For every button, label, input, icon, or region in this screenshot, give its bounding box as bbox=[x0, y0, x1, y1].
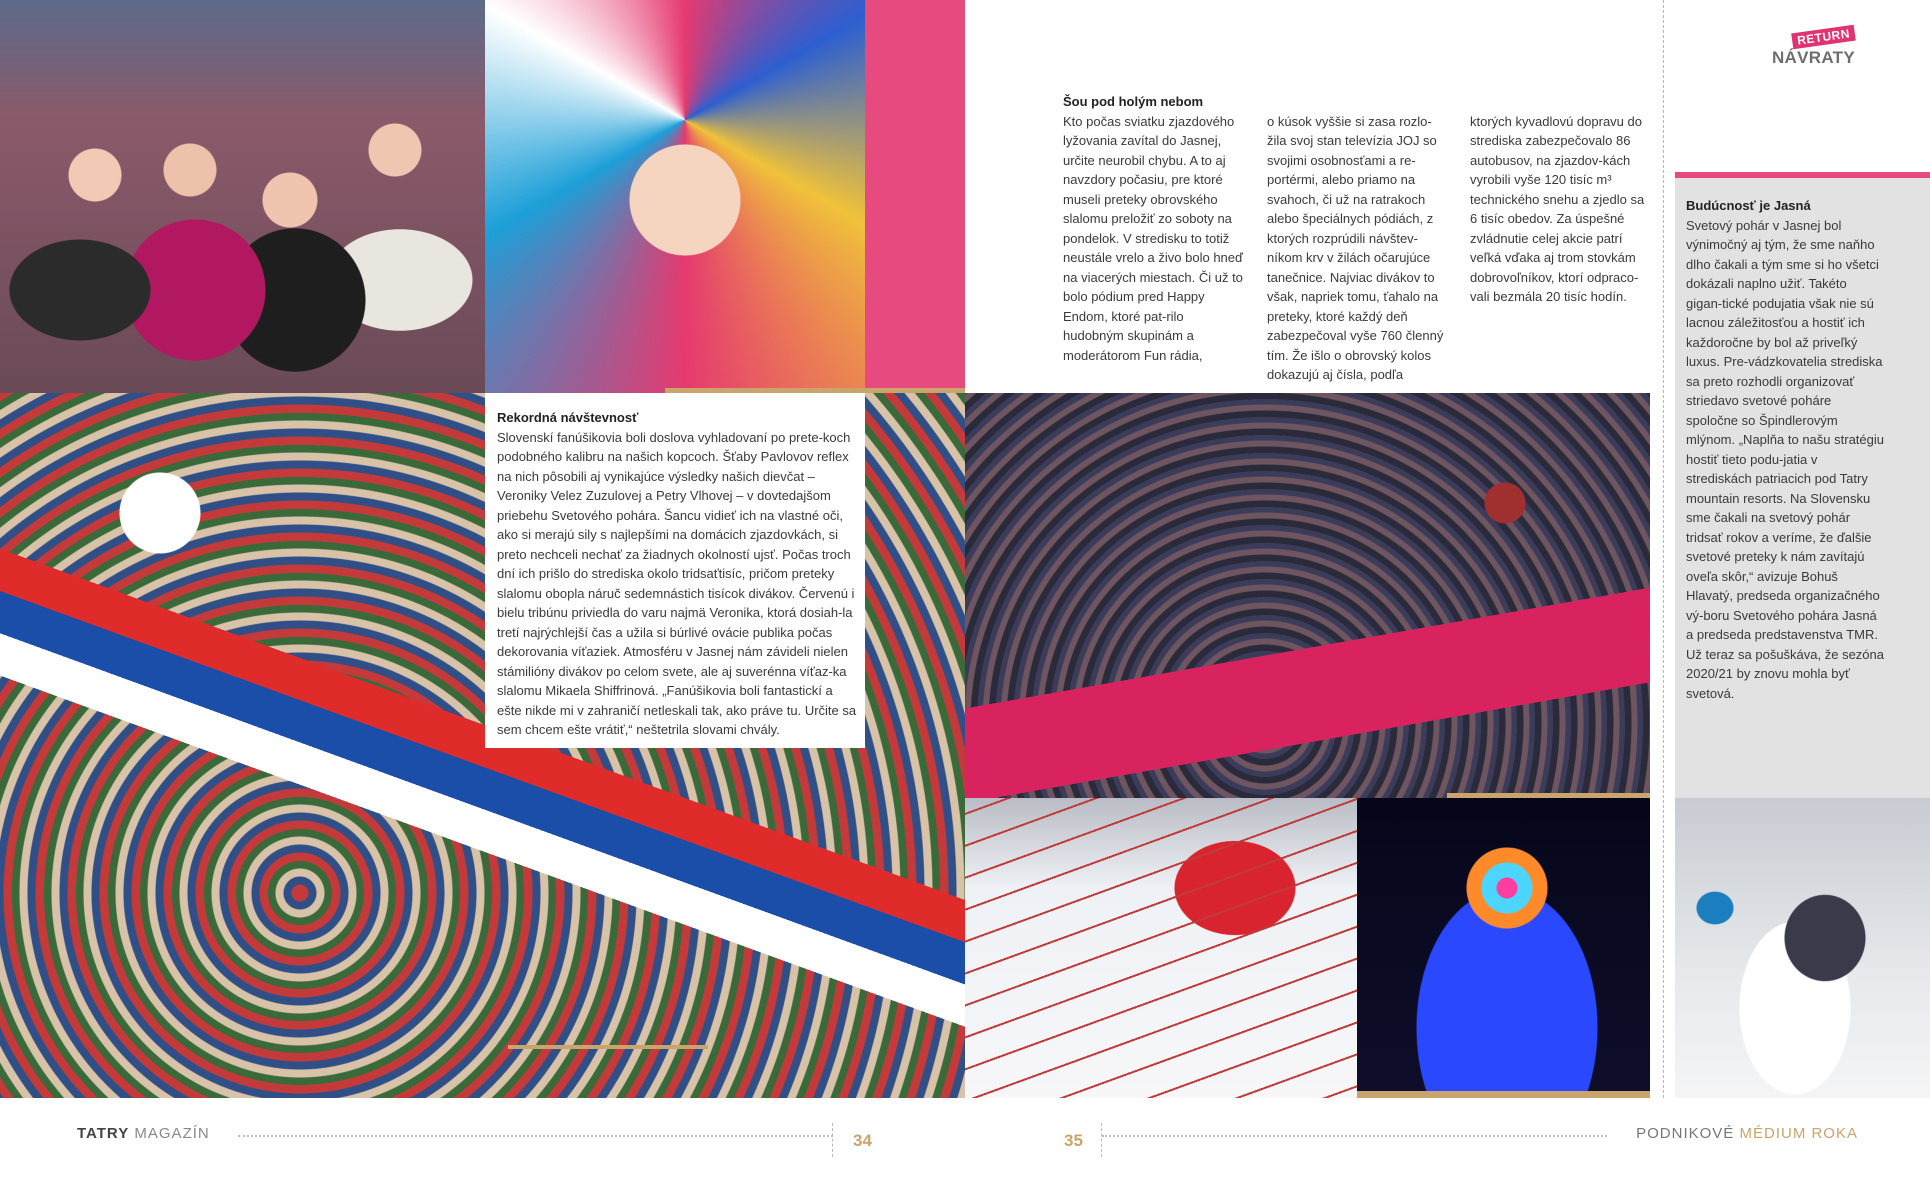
slalom-course-photo bbox=[965, 798, 1357, 1098]
section-label bbox=[1772, 28, 1855, 68]
footer-award-regular: PODNIKOVÉ bbox=[1636, 1125, 1735, 1142]
article-sou-column-1 bbox=[1063, 92, 1243, 365]
footer-dotted-rule bbox=[1102, 1135, 1607, 1137]
world-neon-photo bbox=[1357, 798, 1650, 1098]
fans-photo bbox=[0, 0, 485, 393]
footer-dotted-rule bbox=[238, 1135, 833, 1137]
footer-award-gold: MÉDIUM ROKA bbox=[1739, 1125, 1858, 1142]
article-sou-heading: Šou pod holým nebom bbox=[1063, 94, 1204, 109]
skier-photo bbox=[1675, 798, 1930, 1098]
article-sou-column-2 bbox=[1267, 92, 1447, 385]
sidebar-article bbox=[1686, 196, 1886, 703]
concert-photo bbox=[965, 393, 1650, 798]
page-number-left: 34 bbox=[853, 1131, 872, 1150]
article-rekord-body: Slovenskí fanúšikovia boli doslova vyhladovaní po prete-koch podobného kalibru na našich kopcoch. Šťaby Pavlovov reflex na nich pôsobili aj vynikajúce výsledky našich dievčat – Veroniky Velez Zuzulovej a Petry Vlhovej – v dovtedajšom priebehu Svetového pohára. Šancu vidieť ich na vlastné oči, ako si merajú sily s najlepšími na domácich zjazdovkách, si preto nechceli nechať za žiadnych okolností ujsť. Počas troch dní ich prišlo do strediska okolo tridsaťtisíc, pričom preteky slalomu obopla náruč sedemnástich tisícok divákov. Červenú i bielu tribúnu priviedla do varu najmä Veronika, ktorá dosiah-la tretí najrýchlejší čas a užila si búrlivé ovácie publika počas dekorovania víťaziek. Atmosféru v Jasnej nám závideli nielen stámilióny divákov po celom svete, ale aj suverénna víťaz-ka slalomu Mikaela Shiffrinová. „Fanúšikovia boli fantastickí a ešte nikde mi v zahraničí netleskali tak, ako práve tu. Určite sa sem chcem ešte vrátiť,“ neštetrila slovami chvály. bbox=[497, 429, 857, 737]
gold-accent-bar bbox=[508, 1045, 708, 1049]
footer-separator bbox=[832, 1123, 833, 1157]
sidebar-heading: Budúcnosť je Jasná bbox=[1686, 198, 1811, 213]
article-rekord bbox=[497, 408, 857, 740]
article-sou-text-1: Kto počas sviatku zjazdového lyžovania zavítal do Jasnej, určite neurobil chybu. A to aj navzdory počasiu, pre ktoré museli preteky obrovského slalomu preložiť zo soboty na pondelok. V stredisku to totiž neustále vrelo a živo bolo hneď na viacerých miestach. Či už to bolo pódium pred Happy Endom, ktoré pat-rilo hudobným skupinám a moderátorom Fun rádia, bbox=[1063, 113, 1243, 363]
footer-brand-bold: TATRY bbox=[77, 1125, 130, 1142]
article-sou-column-3 bbox=[1470, 92, 1650, 307]
article-sou-text-3: ktorých kyvadlovú dopravu do strediska zabezpečovalo 86 autobusov, na zjazdov-kách vyrobili vyše 120 tisíc m³ technického snehu a zjedlo sa 6 tisíc obedov. Za úspešné zvládnutie celej akcie patrí veľká vďaka aj trom stovkám dobrovoľníkov, ktorí odpraco-vali bezmála 20 tisíc hodín. bbox=[1470, 113, 1645, 304]
sidebar-box bbox=[1675, 178, 1930, 798]
sidebar-body: Svetový pohár v Jasnej bol výnimočný aj tým, že sme naňho dlho čakali a tým sme si ho všetci dokázali naplno užiť. Takéto gigan-tické podujatia však nie sú lacnou záležitosťou a hostiť ich každoročne by bol až priveľký luxus. Pre-vádzkovatelia strediska sa preto rozhodli organizovať striedavo svetové poháre spoločne so Špindlerovým mlýnom. „Naplňa to našu stratégiu hostiť tieto podu-jatia v strediskách patriacich pod Tatry mountain resorts. Na Slovensku sme čakali na svetový pohár tridsať rokov a veríme, že ďalšie svetové preteky k nám zavítajú oveľa skôr,“ avizuje Bohuš Hlavatý, predseda organizačného vý-boru Svetového pohára Jasná a predseda predstavenstva TMR. Už teraz sa pošuškáva, že sezóna 2020/21 by znovu mohla byť svetová. bbox=[1686, 217, 1884, 701]
article-rekord-box bbox=[485, 393, 865, 748]
footer-brand-regular: MAGAZÍN bbox=[134, 1125, 210, 1142]
article-sou-text-2: o kúsok vyššie si zasa rozlo-žila svoj stan televízia JOJ so svojimi osobnosťami a re-portérmi, alebo priamo na svahoch, či už na ratrakoch alebo špeciálnych pódiách, z ktorých rozprúdili návštev-níkom krv v žilách očarujúce tanečnice. Najviac divákov to však, napriek tomu, ťahalo na preteky, ktoré každý deň zabezpečoval vyše 760 členný tím. Že išlo o obrovský kolos dokazujú aj čísla, podľa bbox=[1267, 113, 1444, 382]
pink-accent-block bbox=[865, 0, 965, 393]
article-rekord-heading: Rekordná návštevnosť bbox=[497, 410, 639, 425]
return-tag: RETURN bbox=[1791, 25, 1856, 50]
footer-separator bbox=[1101, 1123, 1102, 1157]
mascot-photo bbox=[485, 0, 865, 393]
page-number-right: 35 bbox=[1064, 1131, 1083, 1150]
section-title: NÁVRATY bbox=[1771, 48, 1855, 67]
gold-accent-bar bbox=[1357, 1091, 1650, 1098]
sidebar-divider bbox=[1663, 0, 1664, 1098]
footer-magazine-title bbox=[77, 1125, 210, 1142]
footer-award bbox=[1636, 1125, 1858, 1142]
